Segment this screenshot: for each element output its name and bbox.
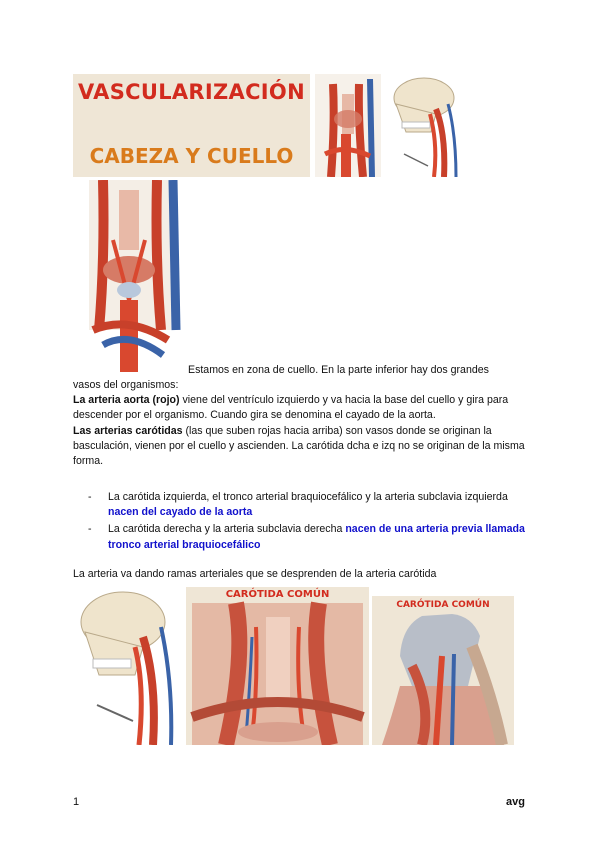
page-number: 1 <box>73 796 80 808</box>
carotida-comun-lateral-image <box>372 596 514 745</box>
bullet-text: La carótida derecha y la arteria subclavia derecha <box>108 523 346 536</box>
carotida-comun-label: CARÓTIDA COMÚN <box>396 600 490 610</box>
footer-author: avg <box>506 796 525 808</box>
bullet-dash: - <box>88 491 92 503</box>
carotidas-term: Las arterias carótidas <box>73 424 183 437</box>
intro-line-2: vasos del organismos: <box>73 379 179 391</box>
list-item <box>73 522 533 552</box>
skull-lateral-small-image <box>386 74 466 177</box>
bullet-dash: - <box>88 523 92 536</box>
carotida-comun-front-image <box>186 587 369 745</box>
title-banner <box>73 74 310 177</box>
bullet-highlight: nacen de una arteria previa llamada tronco arterial braquiocefálico <box>108 523 525 551</box>
neck-dissection-image <box>73 180 186 372</box>
ramas-paragraph: La arteria va dando ramas arteriales que se desprenden de la arteria carótida <box>73 568 437 580</box>
aorta-text: viene del ventrículo izquierdo y va hacia la base del cuello y gira para descender por el organismo. Cuando gira se denomina el cayado de la aorta. <box>73 394 509 422</box>
skull-carotid-image <box>73 587 183 745</box>
bullet-list <box>73 490 533 555</box>
title-line-2: CABEZA Y CUELLO <box>89 144 294 168</box>
neck-vessels-small-image <box>315 74 381 177</box>
intro-line-1: Estamos en zona de cuello. En la parte inferior hay dos grandes <box>188 364 489 376</box>
carotidas-paragraph <box>73 424 525 470</box>
list-item <box>73 490 533 520</box>
bullet-highlight: nacen del cayado de la aorta <box>108 506 253 519</box>
aorta-paragraph <box>73 393 525 423</box>
title-line-1: VASCULARIZACIÓN <box>78 80 305 104</box>
carotidas-text: (las que suben rojas hacia arriba) son vasos donde se originan la basculación, vienen por el cuello y ascienden. La carótida dcha e izq no se originan de la misma forma. <box>73 424 525 468</box>
paragraph-block <box>73 378 525 469</box>
aorta-term: La arteria aorta (rojo) <box>73 394 180 407</box>
bullet-text: La carótida izquierda, el tronco arterial braquiocefálico y la arteria subclavia izquierda <box>108 491 508 503</box>
carotida-comun-label: CARÓTIDA COMÚN <box>225 589 330 600</box>
